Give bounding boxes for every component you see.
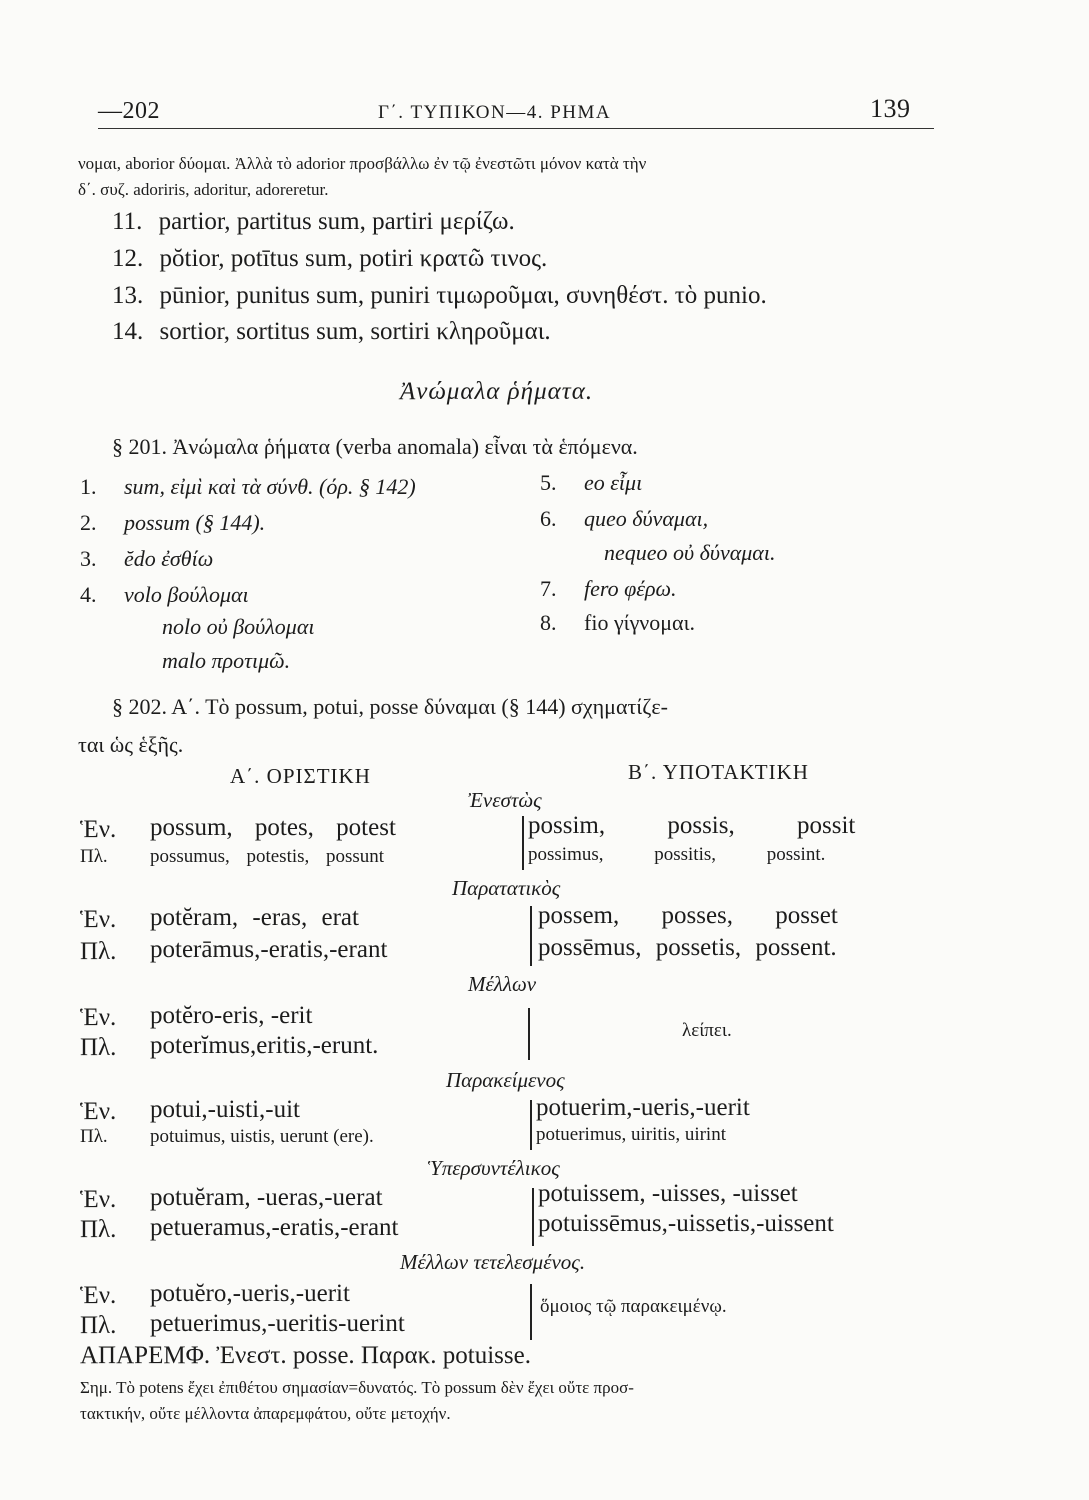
- verb-4b: nolo οὐ βούλομαι: [162, 614, 315, 639]
- verb-5: [540, 470, 642, 496]
- tense-imperfect: Παρατατικὸς: [452, 876, 561, 900]
- item-number: 14.: [112, 318, 144, 345]
- present-sg-label: Ἑν.: [80, 816, 117, 843]
- item-text: partior, partitus sum, partiri μερίζω.: [158, 208, 515, 235]
- verb-number: 3.: [80, 546, 97, 571]
- item-number: 13.: [112, 282, 144, 309]
- verb-number: 4.: [80, 582, 97, 607]
- infinitive-line: ΑΠΑΡΕΜΦ. Ἐνεστ. posse. Παρακ. potuisse.: [80, 1342, 531, 1369]
- section-202-line-2: ται ὡς ἑξῆς.: [78, 732, 184, 757]
- pluperfect-pl-subjunctive: potuissēmus,-uissetis,-uissent: [538, 1210, 834, 1237]
- imperfect-pl-indicative: poterāmus,-eratis,-erant: [150, 936, 388, 963]
- present-divider: [522, 816, 524, 870]
- imperfect-sg-indicative: potĕram, -eras, erat: [150, 904, 359, 931]
- future-perfect-pl-indicative: petuerimus,-ueritis-uerint: [150, 1310, 405, 1337]
- verb-text: ĕdo ἐσθίω: [124, 546, 214, 571]
- verb-2: [80, 510, 265, 536]
- perfect-sg-subjunctive: potuerim,-ueris,-uerit: [536, 1094, 750, 1121]
- future-perfect-sg-indicative: potuĕro,-ueris,-uerit: [150, 1280, 350, 1307]
- perfect-pl-subjunctive: potuerimus, uiritis, uirint: [536, 1124, 726, 1145]
- verb-text: fio γίγνομαι.: [584, 610, 695, 635]
- pluperfect-sg-indicative: potuĕram, -ueras,-uerat: [150, 1184, 383, 1211]
- verb-7: [540, 576, 677, 602]
- item-number: 12.: [112, 245, 144, 272]
- verb-number: 5.: [540, 470, 557, 495]
- verb-8: [540, 610, 695, 636]
- verb-6b: nequeo οὐ δύναμαι.: [604, 540, 776, 565]
- verb-text: eo εἶμι: [584, 470, 643, 495]
- pluperfect-sg-label: Ἑν.: [80, 1186, 117, 1213]
- header-rule: [98, 128, 934, 129]
- verb-text: sum, εἰμὶ καὶ τὰ σύνθ. (όρ. § 142): [124, 474, 416, 499]
- present-sg-indicative: possum, potes, potest: [150, 814, 396, 841]
- tense-pluperfect: Ὑπερσυντέλικος: [428, 1156, 560, 1180]
- perfect-pl-label: Πλ.: [80, 1126, 108, 1147]
- item-text: sortior, sortitus sum, sortiri κληροῦμαι.: [159, 318, 551, 345]
- future-perfect-subjunctive-note: ὅμοιος τῷ παρακειμένῳ.: [540, 1296, 727, 1317]
- pluperfect-pl-indicative: petueramus,-eratis,-erant: [150, 1214, 399, 1241]
- perfect-sg-indicative: potui,-uisti,-uit: [150, 1096, 300, 1123]
- perfect-sg-label: Ἑν.: [80, 1098, 117, 1125]
- verb-4c: malo προτιμῶ.: [162, 648, 291, 673]
- verb-6: [540, 506, 708, 532]
- item-text: pŏtior, potītus sum, potiri κρατῶ τινος.: [159, 245, 548, 272]
- pluperfect-sg-subjunctive: potuissem, -uisses, -uisset: [538, 1180, 798, 1207]
- item-11: [112, 208, 515, 236]
- future-subjunctive-note: λείπει.: [682, 1020, 732, 1041]
- verb-text: queo δύναμαι,: [584, 506, 709, 531]
- verb-text: volo βούλομαι: [124, 582, 249, 607]
- verb-number: 6.: [540, 506, 557, 531]
- tense-future: Μέλλων: [468, 972, 537, 996]
- verb-4: [80, 582, 249, 608]
- present-pl-subjunctive: possimus, possitis, possint.: [528, 844, 826, 865]
- imperfect-divider: [530, 906, 532, 966]
- future-sg-label: Ἑν.: [80, 1004, 117, 1031]
- present-sg-subjunctive: possim, possis, possit: [528, 812, 856, 839]
- note-line-1: Σημ. Τὸ potens ἔχει ἐπιθέτου σημασίαν=δυνατός. Τὸ possum δὲν ἔχει οὔτε προσ-: [80, 1378, 634, 1397]
- item-13: [112, 282, 767, 310]
- tense-present: Ἐνεστὼς: [468, 788, 542, 812]
- future-divider: [528, 1008, 530, 1060]
- present-pl-indicative: possumus, potestis, possunt: [150, 846, 385, 867]
- verb-1: [80, 474, 416, 500]
- tense-perfect: Παρακείμενος: [446, 1068, 565, 1092]
- intro-line-2: δ΄. συζ. adoriris, adoritur, adoreretur.: [78, 180, 329, 199]
- item-12: [112, 245, 547, 273]
- mood-subjunctive: Β΄. ΥΠΟΤΑΚΤΙΚΗ: [628, 760, 809, 784]
- tense-future-perfect: Μέλλων τετελεσμένος.: [400, 1250, 586, 1274]
- future-perfect-divider: [530, 1284, 532, 1340]
- future-perfect-pl-label: Πλ.: [80, 1312, 117, 1339]
- section-202-line-1: § 202. Α΄. Τὸ possum, potui, posse δύναμαι (§ 144) σχηματίζε-: [112, 694, 668, 719]
- perfect-pl-indicative: potuimus, uistis, uerunt (ere).: [150, 1126, 374, 1147]
- verb-number: 8.: [540, 610, 557, 635]
- verb-number: 7.: [540, 576, 557, 601]
- verb-number: 2.: [80, 510, 97, 535]
- mood-indicative: Α΄. ΟΡΙΣΤΙΚΗ: [230, 764, 371, 788]
- section-201: § 201. Ἀνώμαλα ῥήματα (verba anomala) εἶναι τὰ ἑπόμενα.: [112, 434, 638, 459]
- imperfect-pl-subjunctive: possēmus, possetis, possent.: [538, 934, 837, 961]
- future-sg-indicative: potĕro-eris, -erit: [150, 1002, 313, 1029]
- imperfect-sg-label: Ἑν.: [80, 906, 117, 933]
- future-pl-indicative: poterĭmus,eritis,-erunt.: [150, 1032, 379, 1059]
- perfect-divider: [530, 1100, 532, 1150]
- page-number: 139: [870, 94, 911, 123]
- imperfect-pl-label: Πλ.: [80, 938, 117, 965]
- section-title: Ἀνώμαλα ῥήματα.: [400, 378, 594, 405]
- note-line-2: τακτικήν, οὔτε μέλλοντα ἀπαρεμφάτου, οὔτε μετοχήν.: [80, 1404, 451, 1423]
- verb-number: 1.: [80, 474, 97, 499]
- imperfect-sg-subjunctive: possem, posses, posset: [538, 902, 838, 929]
- verb-3: [80, 546, 213, 572]
- future-perfect-sg-label: Ἑν.: [80, 1282, 117, 1309]
- intro-line-1: νομαι, aborior δύομαι. Ἀλλὰ τὸ adorior προσβάλλω ἐν τῷ ἐνεστῶτι μόνον κατὰ τὴν: [78, 154, 647, 173]
- verb-text: possum (§ 144).: [124, 510, 266, 535]
- item-text: pūnior, punitus sum, puniri τιμωροῦμαι, συνηθέστ. τὸ punio.: [159, 282, 767, 309]
- item-14: [112, 318, 551, 346]
- header-title: Γ΄. ΤΥΠΙΚΟΝ—4. ΡΗΜΑ: [378, 102, 612, 123]
- pluperfect-pl-label: Πλ.: [80, 1216, 117, 1243]
- header-left: —202: [98, 98, 160, 124]
- item-number: 11.: [112, 208, 143, 235]
- present-pl-label: Πλ.: [80, 846, 108, 867]
- verb-text: fero φέρω.: [584, 576, 677, 601]
- pluperfect-divider: [532, 1188, 534, 1246]
- future-pl-label: Πλ.: [80, 1034, 117, 1061]
